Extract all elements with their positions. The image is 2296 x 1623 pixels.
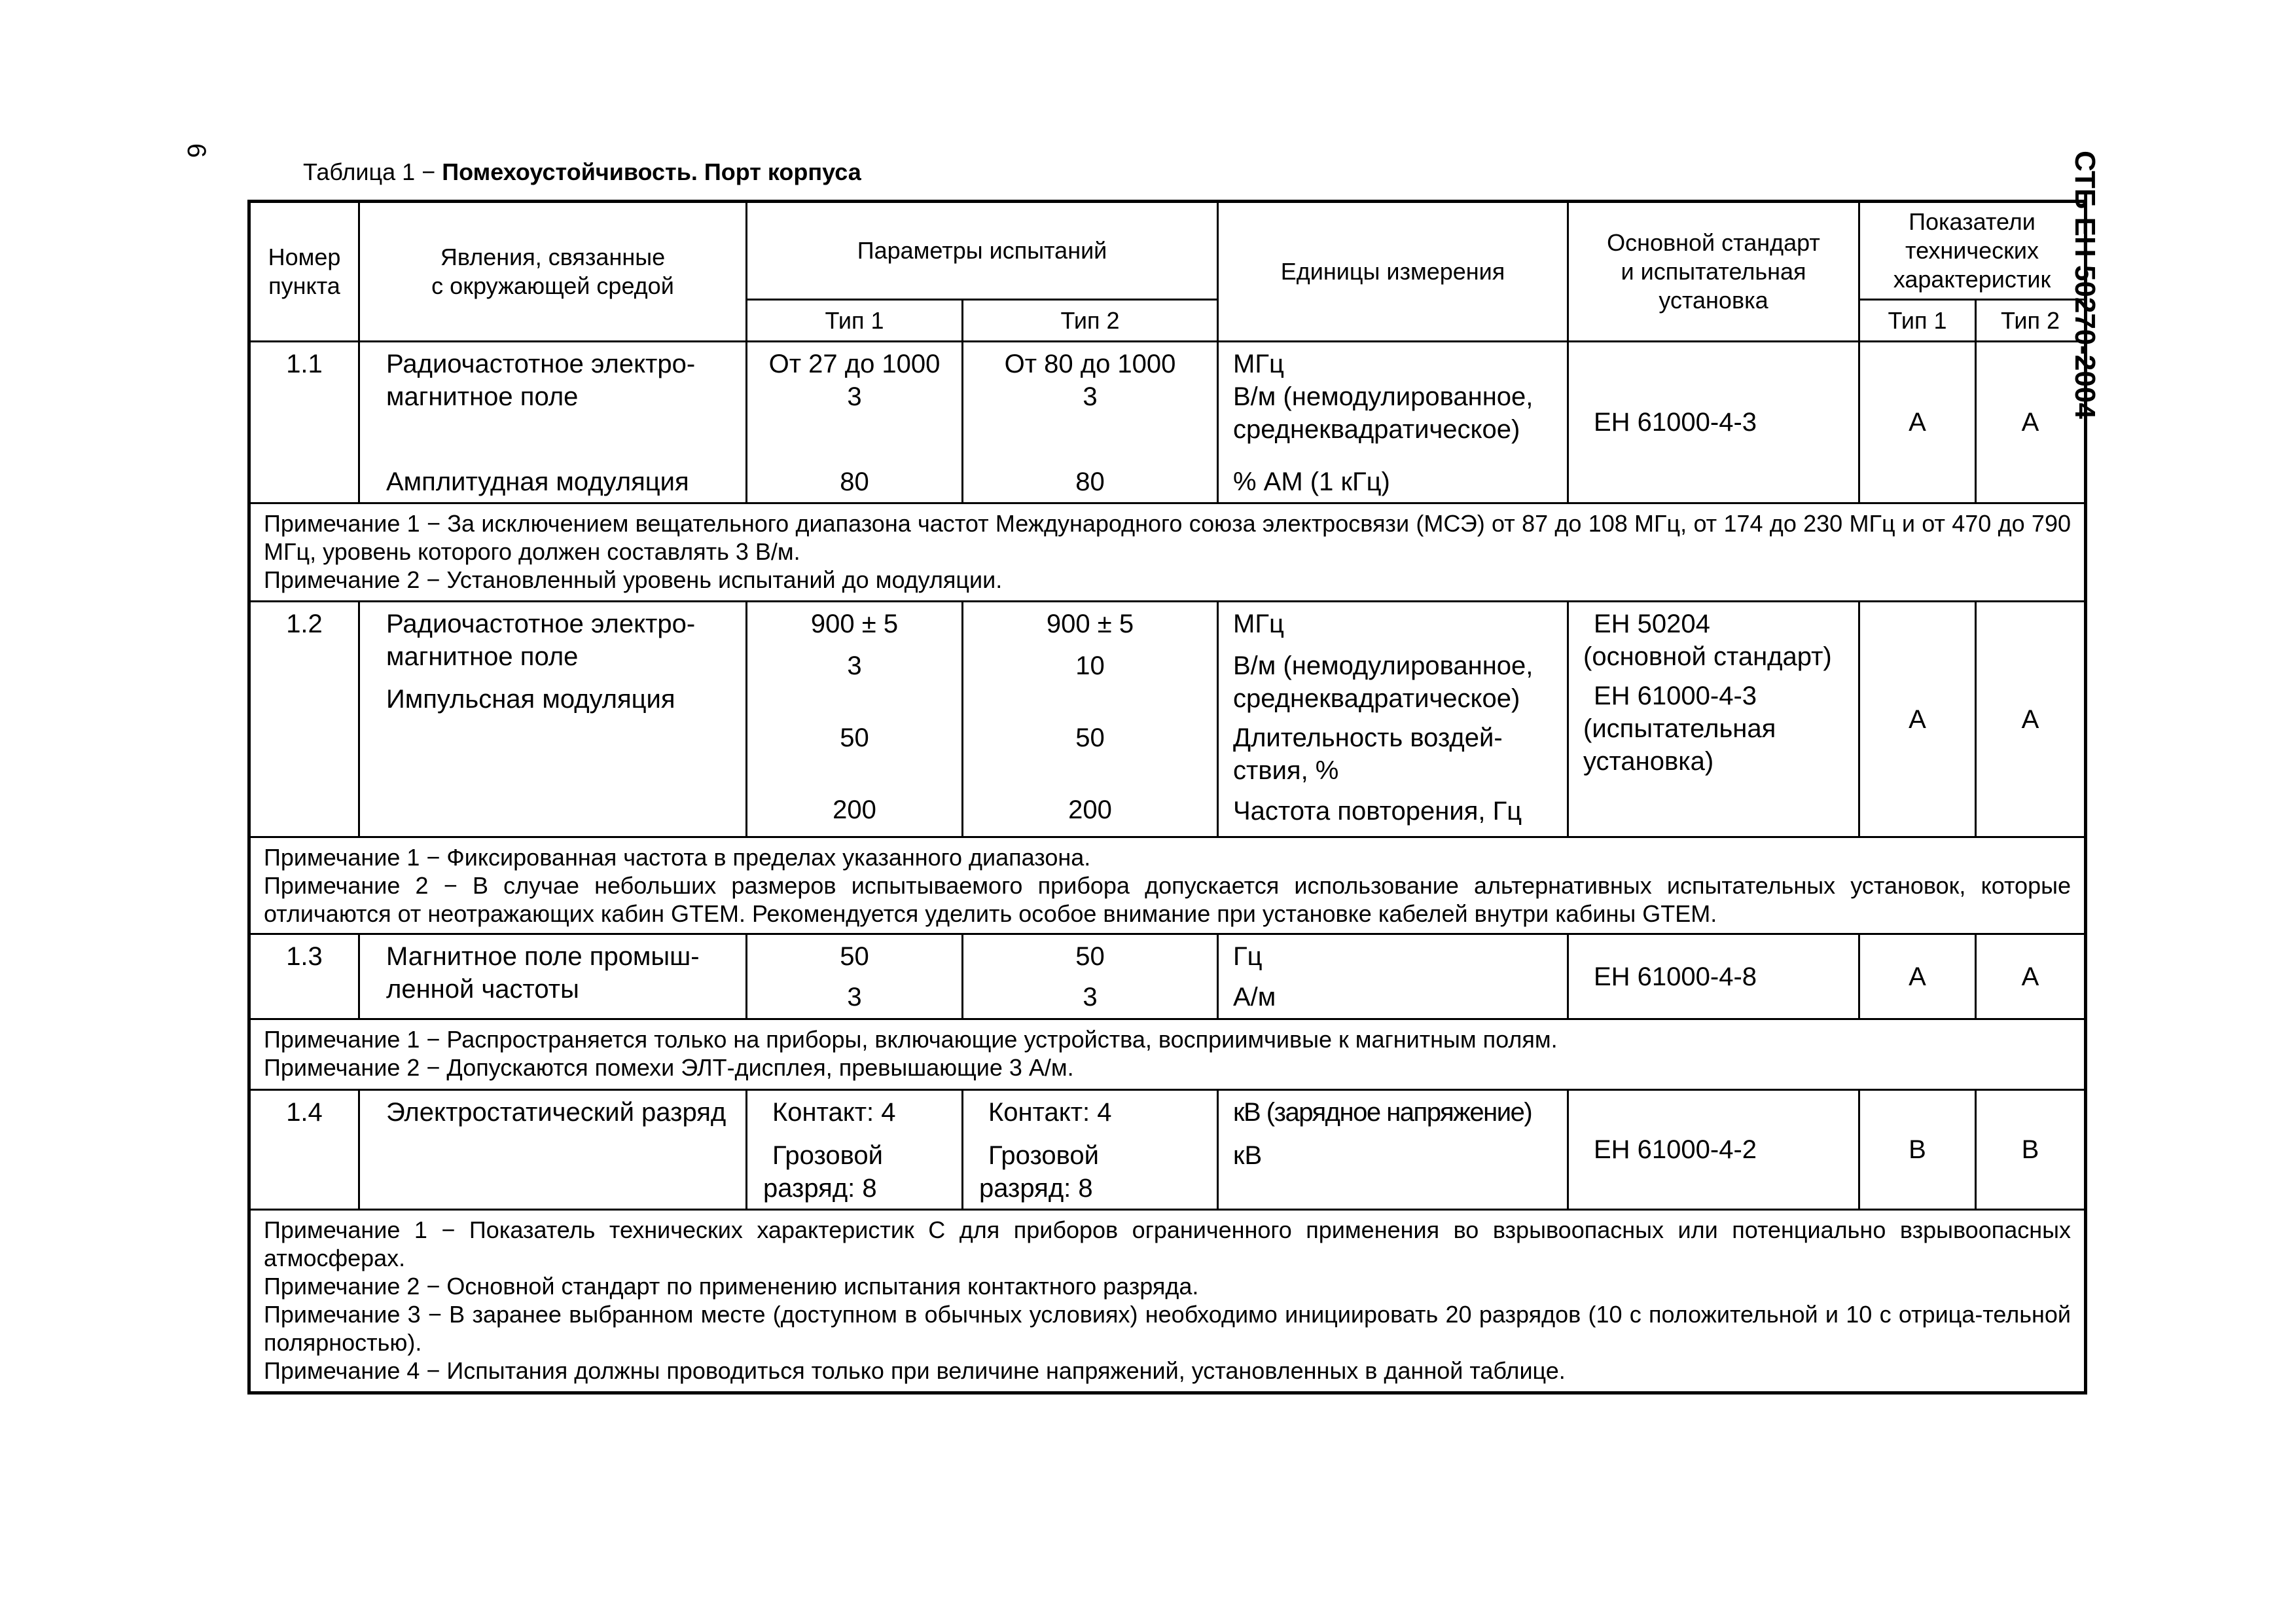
row-number: 1.4	[249, 1090, 359, 1210]
table-row	[249, 602, 2086, 837]
row-notes: Примечание 1 − Показатель технических характеристик С для приборов ограниченного применения во взрывоопасных или потенциально взрывоопасных атмосферах. Примечание 2 − Основной стандарт по применению испытания контактного разряда. Примечание 3 − В заранее выбранном месте (доступном в обычных условиях) необходимо инициировать 20 разрядов (10 с положительной и 10 с отрица-тельной полярностью). Примечание 4 − Испытания должны проводиться только при величине напряжений, установленных в данной таблице.	[249, 1210, 2086, 1393]
row-number: 1.3	[249, 934, 359, 1019]
row-type2-params: Контакт: 4 Грозовой разряд: 8	[963, 1090, 1218, 1210]
row-notes: Примечание 1 − За исключением вещательного диапазона частот Международного союза электросвязи (МСЭ) от 87 до 108 МГц, от 174 до 230 МГц и от 470 до 790 МГц, уровень которого должен составлять 3 В/м. Примечание 2 − Установленный уровень испытаний до модуляции.	[249, 503, 2086, 602]
row-perf-type2: В	[1976, 1090, 2086, 1210]
row-type2-params: 50 3	[963, 934, 1218, 1019]
header-units: Единицы измерения	[1218, 202, 1568, 342]
row-perf-type1: В	[1859, 1090, 1976, 1210]
table-row	[249, 1090, 2086, 1210]
header-params-type2: Тип 2	[963, 300, 1218, 342]
row-phenomena: Радиочастотное электро- магнитное поле Амплитудная модуляция	[359, 342, 747, 503]
row-phenomena: Электростатический разряд	[359, 1090, 747, 1210]
header-params-type1: Тип 1	[747, 300, 963, 342]
row-perf-type1: А	[1859, 602, 1976, 837]
caption-title: Помехоустойчивость. Порт корпуса	[442, 158, 861, 185]
row-units: МГц В/м (немодулированное, среднеквадратическое) % АМ (1 кГц)	[1218, 342, 1568, 503]
table-caption	[303, 156, 861, 189]
row-perf-type1: А	[1859, 934, 1976, 1019]
row-type1-params: 50 3	[747, 934, 963, 1019]
row-perf-type2: А	[1976, 342, 2086, 503]
row-type1-params: 900 ± 5 3 50 200	[747, 602, 963, 837]
row-number: 1.2	[249, 602, 359, 837]
header-standard: Основной стандарт и испытательная установка	[1568, 202, 1859, 342]
header-phenomena: Явления, связанные с окружающей средой	[359, 202, 747, 342]
row-perf-type2: А	[1976, 602, 2086, 837]
table-row	[249, 342, 2086, 503]
row-type1-params: Контакт: 4 Грозовой разряд: 8	[747, 1090, 963, 1210]
row-standard: ЕН 61000-4-8	[1568, 934, 1859, 1019]
row-type2-params: От 80 до 1000 3 80	[963, 342, 1218, 503]
header-params: Параметры испытаний	[747, 202, 1218, 300]
page-number: 6	[182, 143, 211, 158]
header-performance: Показатели технических характеристик	[1859, 202, 2086, 300]
row-standard: ЕН 50204 (основной стандарт) ЕН 61000-4-3 (испытательная установка)	[1568, 602, 1859, 837]
row-notes: Примечание 1 − Распространяется только на приборы, включающие устройства, восприимчивые к магнитным полям. Примечание 2 − Допускаются помехи ЭЛТ-дисплея, превышающие 3 А/м.	[249, 1019, 2086, 1090]
header-perf-type2: Тип 2	[1976, 300, 2086, 342]
document-id: СТБ ЕН 50270-2004	[2069, 151, 2101, 419]
table-row	[249, 934, 2086, 1019]
row-units: МГц В/м (немодулированное, среднеквадратическое) Длительность воздей- ствия, % Частота повторения, Гц	[1218, 602, 1568, 837]
row-phenomena: Магнитное поле промыш- ленной частоты	[359, 934, 747, 1019]
row-type1-params: От 27 до 1000 3 80	[747, 342, 963, 503]
row-perf-type1: А	[1859, 342, 1976, 503]
row-standard: ЕН 61000-4-2	[1568, 1090, 1859, 1210]
header-num: Номер пункта	[249, 202, 359, 342]
caption-prefix: Таблица 1 −	[303, 158, 442, 185]
row-units: кВ (зарядное напряжение) кВ	[1218, 1090, 1568, 1210]
header-perf-type1: Тип 1	[1859, 300, 1976, 342]
row-phenomena: Радиочастотное электро- магнитное поле Импульсная модуляция	[359, 602, 747, 837]
row-standard: ЕН 61000-4-3	[1568, 342, 1859, 503]
row-type2-params: 900 ± 5 10 50 200	[963, 602, 1218, 837]
row-number: 1.1	[249, 342, 359, 503]
row-notes: Примечание 1 − Фиксированная частота в пределах указанного диапазона. Примечание 2 − В случае небольших размеров испытываемого прибора допускается использование альтернативных испытательных установок, которые отличаются от неотражающих кабин GTEM. Рекомендуется уделить особое внимание при установке кабелей внутри кабины GTEM.	[249, 837, 2086, 934]
immunity-table	[247, 200, 2087, 1395]
row-units: Гц А/м	[1218, 934, 1568, 1019]
row-perf-type2: А	[1976, 934, 2086, 1019]
